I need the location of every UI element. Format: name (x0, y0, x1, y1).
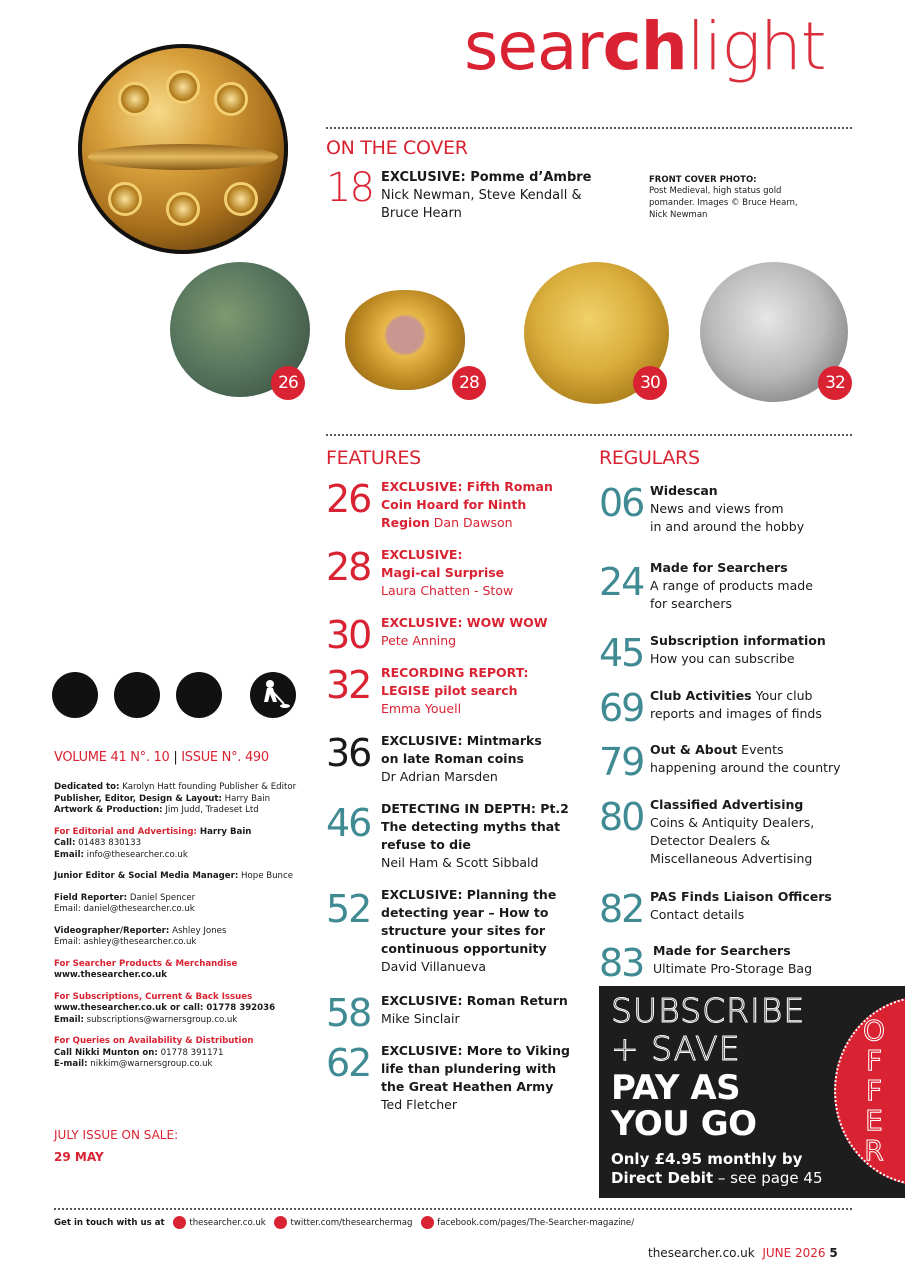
page-folio: thesearcher.co.uk JUNE 2026 5 (648, 1246, 838, 1260)
decorative-circle (114, 672, 160, 718)
website-link[interactable]: thesearcher.co.uk (189, 1218, 266, 1228)
you-go-line: YOU GO (611, 1104, 757, 1144)
pomander-cover-image (78, 44, 288, 254)
detectorist-logo-icon (250, 672, 296, 718)
masthead-search: sear (464, 8, 603, 85)
price-line: Only £4.95 monthly by Direct Debit – see page 45 (611, 1150, 823, 1187)
masthead-light: light (686, 8, 826, 85)
page-badge-32: 32 (818, 366, 852, 400)
page-badge-28: 28 (452, 366, 486, 400)
divider (54, 1208, 852, 1210)
subscribe-outline-line2: + SAVE (611, 1029, 741, 1068)
website-icon (173, 1216, 186, 1229)
gold-ring-image (345, 290, 465, 390)
page-badge-30: 30 (633, 366, 667, 400)
divider (326, 127, 852, 129)
volume-issue: VOLUME 41 N°. 10 | ISSUE N°. 490 (54, 750, 269, 765)
masthead-ch: ch (602, 8, 687, 85)
pay-as-line: PAY AS (611, 1068, 741, 1108)
masthead-logo (464, 8, 826, 85)
regulars-heading: REGULARS (599, 447, 700, 469)
credits-block: Dedicated to: Karolyn Hatt founding Publisher & Editor Publisher, Editor, Design & Layout: Harry Bain Artwork & Production: Jim Judd, Tradeset Ltd For Editorial and Advertising: Harry Bain Call: 01483 830133 Email: info@thesearcher.co.uk Junior Editor & Social Media Manager: Hope Bunce Field Reporter: Daniel Spencer Email: daniel@thesearcher.co.uk Videographer/Reporter: Ashley Jones Email: ashley@thesearcher.co.uk For Searcher Products & Merchandise www.thesearcher.co.uk For Subscriptions, Current & Back Issues www.thesearcher.co.uk or call: 01778 392036 Email: subscriptions@warnersgroup.co.uk For Queries on Availability & Distribution Call Nikki Munton on: 01778 391171 E-mail: nikkim@warnersgroup.co.uk (54, 782, 297, 1069)
cover-heading: ON THE COVER (326, 137, 468, 159)
twitter-link[interactable]: twitter.com/thesearchermag (290, 1218, 413, 1228)
cover-story-authors: Nick Newman, Steve Kendall & Bruce Hearn (381, 188, 582, 221)
twitter-icon (274, 1216, 287, 1229)
cover-story-title: EXCLUSIVE: Pomme d’Ambre (381, 170, 592, 185)
page-badge-26: 26 (271, 366, 305, 400)
decorative-circle (52, 672, 98, 718)
features-heading: FEATURES (326, 447, 421, 469)
subscribe-outline-line1: SUBSCRIBE (611, 991, 806, 1030)
front-cover-photo-caption: FRONT COVER PHOTO: Post Medieval, high status gold pomander. Images © Bruce Hearn, Nick Newman (649, 175, 798, 220)
facebook-icon (421, 1216, 434, 1229)
subscribe-offer-banner[interactable] (599, 986, 905, 1198)
on-sale-label: JULY ISSUE ON SALE: (54, 1128, 179, 1142)
cover-page-number: 18 (326, 165, 373, 211)
divider (326, 434, 852, 436)
offer-vertical-text: OFFER (862, 1014, 886, 1167)
on-sale-date: 29 MAY (54, 1150, 104, 1164)
facebook-link[interactable]: facebook.com/pages/The-Searcher-magazine/ (437, 1218, 635, 1228)
contact-footer: Get in touch with us at thesearcher.co.uk twitter.com/thesearchermag facebook.com/pages/The-Searcher-magazine/ (54, 1218, 635, 1228)
decorative-circle (176, 672, 222, 718)
